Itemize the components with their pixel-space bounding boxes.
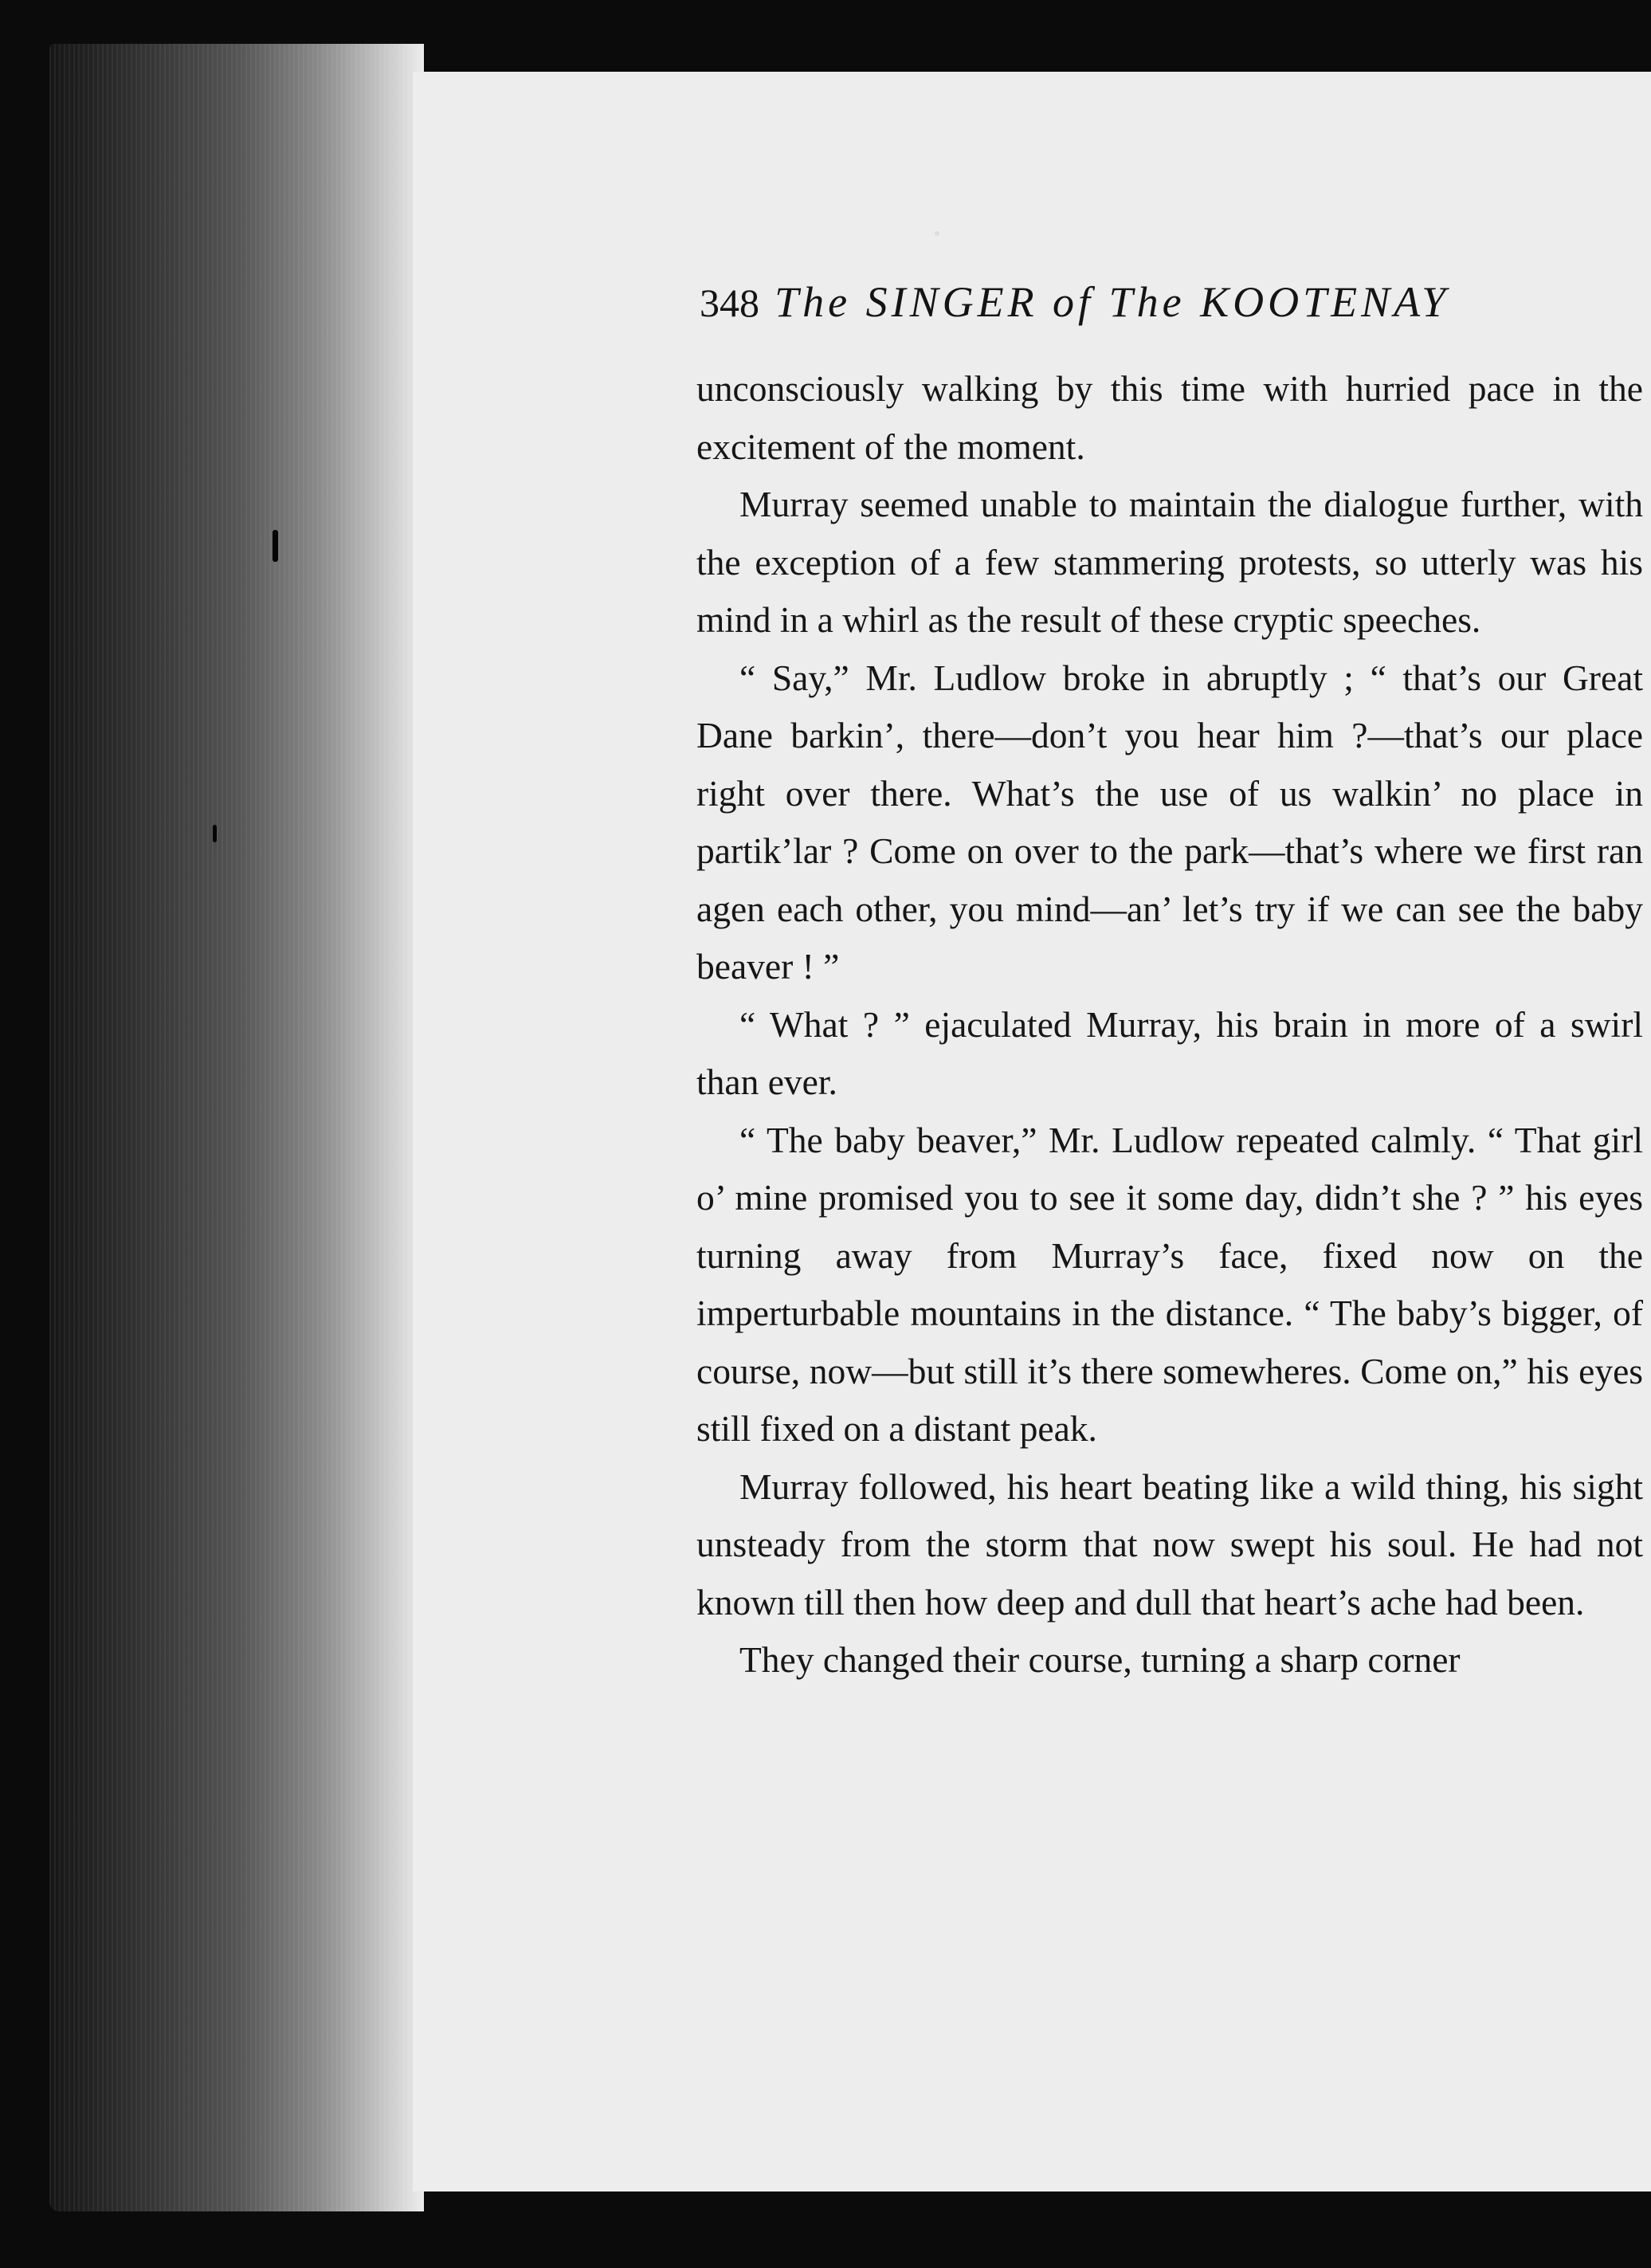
- paragraph-1: unconsciously walking by this time with hurried pace in the excitement of the moment.: [696, 368, 1643, 467]
- page-body-text: [696, 360, 1643, 1689]
- edge-mark: [273, 530, 278, 562]
- book-page-edges: [49, 44, 424, 2211]
- running-title: The SINGER of The KOOTENAY: [775, 278, 1450, 326]
- paragraph-3: “ Say,” Mr. Ludlow broke in abruptly ; “ that’s our Great Dane barkin’, there—don’t you hear him ?—that’s our place right over there. What’s the use of us walkin’ no place in partik’lar ? Come on over to the park—that’s where we first ran agen each other, you mind—an’ let’s try if we can see the baby beaver ! ”: [696, 657, 1643, 987]
- page-speck: [935, 231, 939, 236]
- paragraph-5: “ The baby beaver,” Mr. Ludlow repeated calmly. “ That girl o’ mine promised you to see it some day, didn’t she ? ” his eyes turning away from Murray’s face, fixed now on the imperturbable mountains in the distance. “ The baby’s bigger, of course, now—but still it’s there somewheres. Come on,” his eyes still fixed on a distant peak.: [696, 1119, 1643, 1449]
- paragraph-7: They changed their course, turning a sharp corner: [739, 1639, 1461, 1680]
- paragraph-6: Murray followed, his heart beating like a wild thing, his sight unsteady from the storm that now swept his soul. He had not known till then how deep and dull that heart’s ache had been.: [696, 1466, 1643, 1623]
- page-number: 348: [700, 281, 759, 325]
- edge-mark: [213, 825, 217, 842]
- paragraph-4: “ What ? ” ejaculated Murray, his brain in more of a swirl than ever.: [696, 1003, 1643, 1102]
- paragraph-2: Murray seemed unable to maintain the dialogue further, with the exception of a few stammering protests, so utterly was his mind in a whirl as the result of these cryptic speeches.: [696, 484, 1643, 640]
- running-head: [700, 278, 1640, 326]
- book-page: [413, 72, 1651, 2191]
